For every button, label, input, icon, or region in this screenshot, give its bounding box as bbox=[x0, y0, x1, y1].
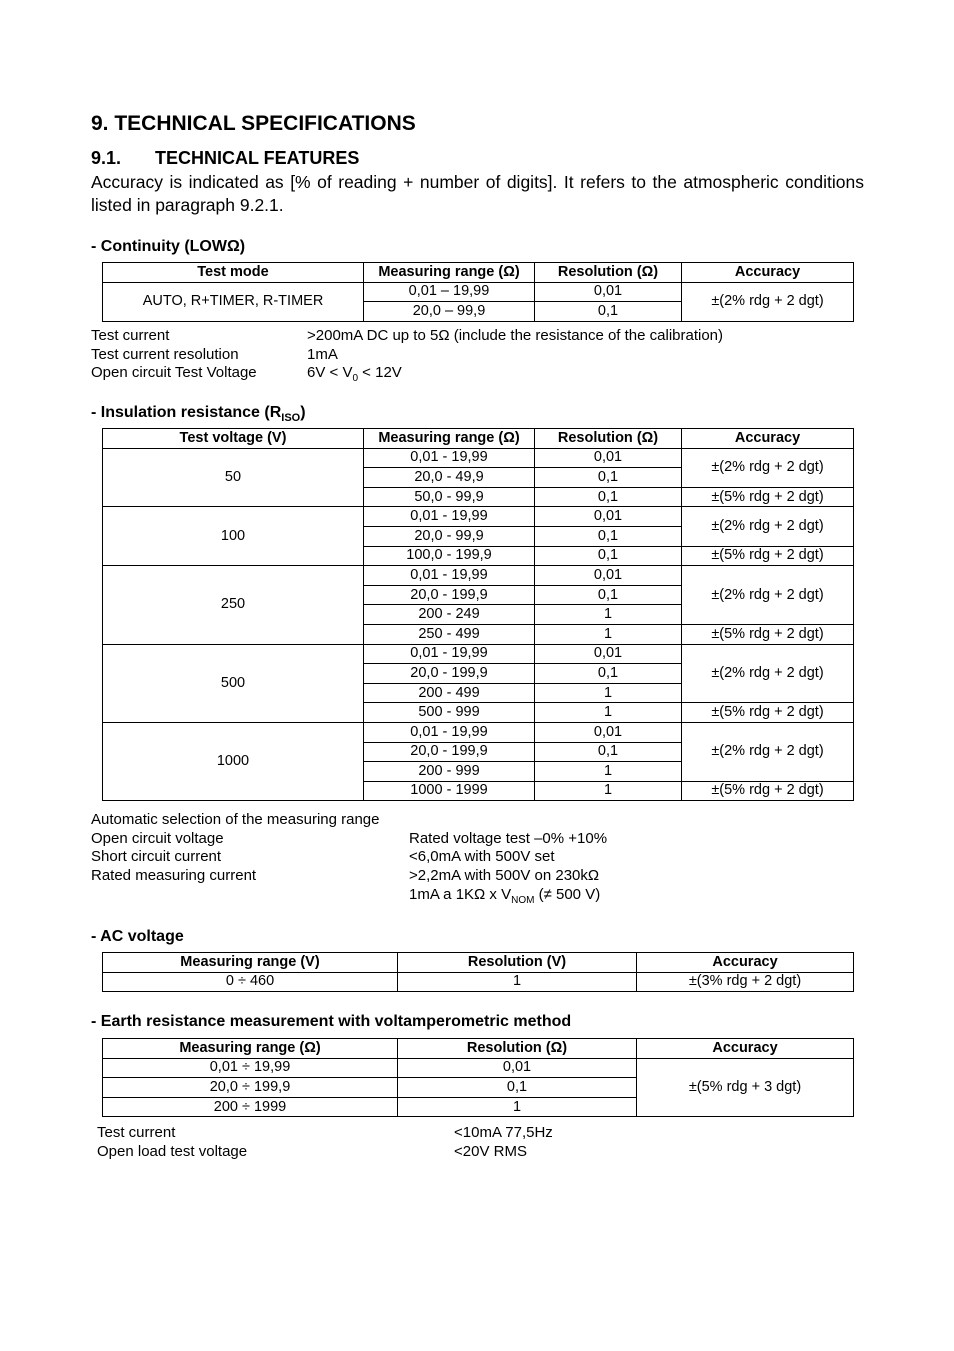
resolution-cell: 0,1 bbox=[398, 1078, 637, 1098]
ac-voltage-heading: - AC voltage bbox=[91, 928, 184, 945]
accuracy-cell: ±(2% rdg + 2 dgt) bbox=[682, 644, 854, 703]
table-row bbox=[103, 566, 854, 586]
note-value: <6,0mA with 500V set bbox=[409, 848, 555, 866]
note-label: Test current bbox=[91, 327, 170, 344]
note-label: Automatic selection of the measuring range bbox=[91, 811, 380, 828]
note-value: 1mA bbox=[307, 345, 338, 363]
accuracy-cell: ±(5% rdg + 2 dgt) bbox=[682, 703, 854, 723]
resolution-cell: 1 bbox=[535, 683, 682, 703]
range-cell: 0 ÷ 460 bbox=[103, 972, 398, 992]
resolution-cell: 1 bbox=[535, 605, 682, 625]
resolution-cell: 0,1 bbox=[535, 546, 682, 566]
range-cell: 0,01 - 19,99 bbox=[364, 566, 535, 586]
resolution-cell: 1 bbox=[535, 762, 682, 782]
note-value: <20V RMS bbox=[454, 1142, 527, 1160]
resolution-cell: 0,1 bbox=[535, 468, 682, 488]
subsection-number: 9.1. bbox=[91, 148, 122, 168]
column-header: Measuring range (V) bbox=[103, 953, 398, 973]
range-cell: 20,0 - 199,9 bbox=[364, 585, 535, 605]
note-value: 1mA a 1KΩ x $V_{NOM}$ (≠ 500 V) bbox=[409, 886, 601, 907]
range-cell: 50,0 - 99,9 bbox=[364, 487, 535, 507]
column-header: Resolution (Ω) bbox=[535, 429, 682, 449]
test-voltage-cell: 500 bbox=[103, 644, 364, 722]
range-cell: 0,01 ÷ 19,99 bbox=[103, 1058, 398, 1078]
accuracy-cell: ±(5% rdg + 2 dgt) bbox=[682, 487, 854, 507]
note-label: Rated measuring current bbox=[91, 866, 257, 884]
column-header: Resolution (Ω) bbox=[535, 263, 682, 283]
range-cell: 1000 - 1999 bbox=[364, 781, 535, 801]
column-header: Accuracy bbox=[637, 953, 854, 973]
table-row bbox=[103, 448, 854, 468]
range-cell: 200 ÷ 1999 bbox=[103, 1097, 398, 1117]
range-cell: 20,0 - 99,9 bbox=[364, 526, 535, 546]
resolution-cell: 0,1 bbox=[535, 487, 682, 507]
range-cell: 200 - 499 bbox=[364, 683, 535, 703]
range-cell: 20,0 ÷ 199,9 bbox=[103, 1078, 398, 1098]
resolution-cell: 0,01 bbox=[535, 566, 682, 586]
range-cell: 0,01 - 19,99 bbox=[364, 722, 535, 742]
column-header: Measuring range (Ω) bbox=[364, 263, 535, 283]
earth-heading: - Earth resistance measurement with voltamperometric method bbox=[91, 1013, 572, 1030]
continuity-heading: - Continuity (LOWΩ) bbox=[91, 238, 246, 255]
accuracy-cell: ±(2% rdg + 2 dgt) bbox=[682, 722, 854, 781]
resolution-cell: 0,01 bbox=[535, 722, 682, 742]
accuracy-cell: ±(2% rdg + 2 dgt) bbox=[682, 507, 854, 546]
accuracy-cell: ±(2% rdg + 2 dgt) bbox=[682, 448, 854, 487]
subsection-title: TECHNICAL FEATURES bbox=[155, 148, 360, 168]
accuracy-cell: ±(5% rdg + 2 dgt) bbox=[682, 546, 854, 566]
column-header: Accuracy bbox=[682, 429, 854, 449]
note-label: Short circuit current bbox=[91, 848, 222, 866]
table-header-row bbox=[103, 1039, 854, 1059]
column-header: Accuracy bbox=[637, 1039, 854, 1059]
range-cell: 0,01 - 19,99 bbox=[364, 448, 535, 468]
table-row bbox=[103, 722, 854, 742]
resolution-cell: 1 bbox=[535, 703, 682, 723]
continuity-table bbox=[102, 262, 854, 322]
test-mode-cell: AUTO, R+TIMER, R-TIMER bbox=[103, 282, 364, 321]
table-row bbox=[103, 282, 854, 302]
resolution-cell: 1 bbox=[535, 781, 682, 801]
accuracy-cell: ±(5% rdg + 2 dgt) bbox=[682, 781, 854, 801]
resolution-cell: 0,1 bbox=[535, 742, 682, 762]
range-cell: 0,01 – 19,99 bbox=[364, 282, 535, 302]
resolution-cell: 0,01 bbox=[535, 282, 682, 302]
resolution-cell: 1 bbox=[535, 624, 682, 644]
range-cell: 200 - 999 bbox=[364, 762, 535, 782]
insulation-table bbox=[102, 428, 854, 801]
resolution-cell: 0,1 bbox=[535, 302, 682, 322]
resolution-cell: 1 bbox=[398, 1097, 637, 1117]
accuracy-cell: ±(2% rdg + 2 dgt) bbox=[682, 282, 854, 321]
column-header: Resolution (Ω) bbox=[398, 1039, 637, 1059]
accuracy-cell: ±(3% rdg + 2 dgt) bbox=[637, 972, 854, 992]
range-cell: 0,01 - 19,99 bbox=[364, 507, 535, 527]
column-header: Accuracy bbox=[682, 263, 854, 283]
range-cell: 100,0 - 199,9 bbox=[364, 546, 535, 566]
ac-voltage-table bbox=[102, 952, 854, 992]
range-cell: 200 - 249 bbox=[364, 605, 535, 625]
note-value: Rated voltage test –0% +10% bbox=[409, 829, 608, 847]
continuity-notes bbox=[91, 327, 851, 383]
note-value: >2,2mA with 500V on 230kΩ bbox=[409, 866, 600, 884]
column-header: Test voltage (V) bbox=[103, 429, 364, 449]
note-label: Open load test voltage bbox=[97, 1142, 248, 1160]
column-header: Measuring range (Ω) bbox=[364, 429, 535, 449]
table-header-row bbox=[103, 263, 854, 283]
earth-table bbox=[102, 1038, 854, 1117]
accuracy-cell: ±(5% rdg + 2 dgt) bbox=[682, 624, 854, 644]
note-label: Open circuit Test Voltage bbox=[91, 364, 257, 382]
column-header: Resolution (V) bbox=[398, 953, 637, 973]
test-voltage-cell: 100 bbox=[103, 507, 364, 566]
range-cell: 20,0 - 199,9 bbox=[364, 664, 535, 684]
intro-paragraph: Accuracy is indicated as [% of reading + number of digits]. It refers to the atmospheric conditions listed in paragraph 9.2.1. bbox=[91, 172, 864, 215]
test-voltage-cell: 50 bbox=[103, 448, 364, 507]
resolution-cell: 0,1 bbox=[535, 585, 682, 605]
resolution-cell: 0,01 bbox=[535, 448, 682, 468]
table-row bbox=[103, 1058, 854, 1078]
range-cell: 500 - 999 bbox=[364, 703, 535, 723]
range-cell: 20,0 – 99,9 bbox=[364, 302, 535, 322]
note-value: <10mA 77,5Hz bbox=[454, 1124, 553, 1141]
range-cell: 20,0 - 49,9 bbox=[364, 468, 535, 488]
resolution-cell: 0,1 bbox=[535, 664, 682, 684]
page-title: 9. TECHNICAL SPECIFICATIONS bbox=[91, 112, 416, 135]
note-label: Test current resolution bbox=[91, 345, 239, 363]
note-label: Open circuit voltage bbox=[91, 829, 224, 847]
table-row bbox=[103, 644, 854, 664]
column-header: Test mode bbox=[103, 263, 364, 283]
resolution-cell: 0,01 bbox=[398, 1058, 637, 1078]
accuracy-cell: ±(2% rdg + 2 dgt) bbox=[682, 566, 854, 625]
accuracy-cell: ±(5% rdg + 3 dgt) bbox=[637, 1058, 854, 1117]
resolution-cell: 0,01 bbox=[535, 507, 682, 527]
table-header-row bbox=[103, 429, 854, 449]
table-header-row bbox=[103, 953, 854, 973]
note-label: Test current bbox=[97, 1124, 176, 1141]
table-row bbox=[103, 972, 854, 992]
note-value: >200mA DC up to 5Ω (include the resistance of the calibration) bbox=[307, 327, 724, 344]
insulation-heading: - Insulation resistance $(R_{ISO})$ bbox=[91, 404, 306, 425]
subsection-heading bbox=[91, 148, 359, 169]
range-cell: 250 - 499 bbox=[364, 624, 535, 644]
table-row bbox=[103, 507, 854, 527]
resolution-cell: 0,01 bbox=[535, 644, 682, 664]
range-cell: 0,01 - 19,99 bbox=[364, 644, 535, 664]
note-value: $6V < V_0 < 12V$ bbox=[307, 364, 402, 385]
insulation-notes bbox=[91, 811, 851, 905]
test-voltage-cell: 1000 bbox=[103, 722, 364, 800]
column-header: Measuring range (Ω) bbox=[103, 1039, 398, 1059]
resolution-cell: 0,1 bbox=[535, 526, 682, 546]
earth-notes bbox=[97, 1124, 797, 1161]
range-cell: 20,0 - 199,9 bbox=[364, 742, 535, 762]
resolution-cell: 1 bbox=[398, 972, 637, 992]
test-voltage-cell: 250 bbox=[103, 566, 364, 644]
